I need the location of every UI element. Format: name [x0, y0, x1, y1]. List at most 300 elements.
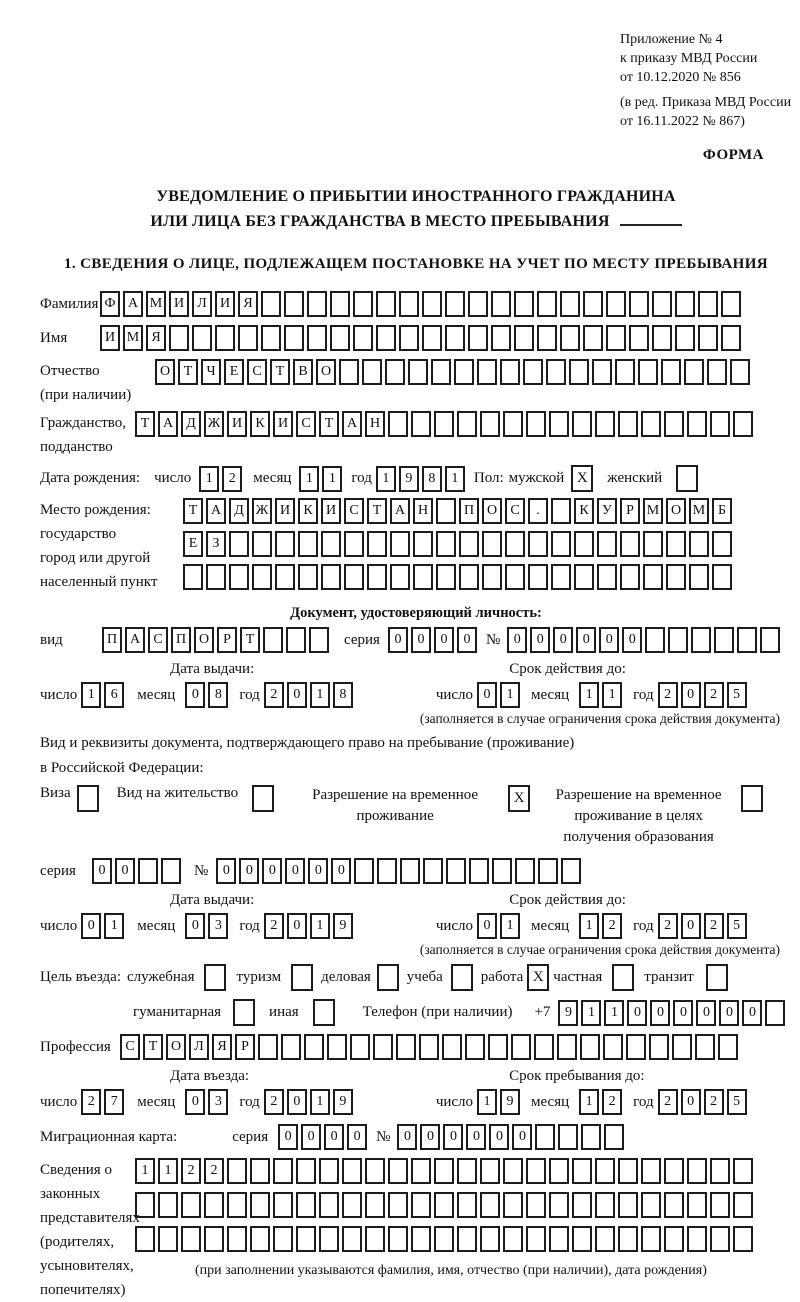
- form-cell: 0: [301, 1124, 321, 1150]
- form-cell: Н: [365, 411, 385, 437]
- form-cell: М: [689, 498, 709, 524]
- profession-label: Профессия: [40, 1038, 111, 1055]
- form-cell: 2: [704, 913, 724, 939]
- form-cell: [641, 1158, 661, 1184]
- form-cell: [664, 411, 684, 437]
- form-cell: [215, 325, 235, 351]
- form-cell: [459, 531, 479, 557]
- form-cell: [399, 325, 419, 351]
- form-cell: [712, 564, 732, 590]
- form-cell: [436, 531, 456, 557]
- form-cell: 1: [158, 1158, 178, 1184]
- form-cell: А: [158, 411, 178, 437]
- form-cell: А: [206, 498, 226, 524]
- residence-permit-checkbox: [252, 785, 274, 812]
- residence-series-label: серия: [40, 862, 76, 879]
- form-cell: [321, 531, 341, 557]
- form-cell: [298, 564, 318, 590]
- residence-doc-date-headings: [40, 892, 792, 909]
- form-cell: [183, 564, 203, 590]
- form-cell: 0: [185, 1089, 205, 1115]
- form-cell: [350, 1034, 370, 1060]
- form-cell: С: [120, 1034, 140, 1060]
- form-cell: [597, 531, 617, 557]
- form-cell: [620, 531, 640, 557]
- temp-residence-edu-line1: Разрешение на временное: [555, 787, 722, 803]
- form-cell: 8: [333, 682, 353, 708]
- purpose-other-checkbox: [313, 999, 335, 1026]
- residence-doc-dates-row: [40, 913, 792, 939]
- form-cell: 0: [185, 682, 205, 708]
- identity-issue-year-label: год: [239, 686, 260, 703]
- temp-residence-label-line2: проживание: [356, 808, 434, 824]
- visa-label: Виза: [40, 785, 71, 801]
- form-cell: 0: [92, 858, 112, 884]
- birth-year-label: год: [351, 470, 372, 486]
- purpose-label: Цель въезда:: [40, 969, 121, 985]
- birth-day-label: число: [154, 470, 192, 486]
- form-cell: 0: [576, 627, 596, 653]
- representatives-cells-row2: [135, 1192, 756, 1218]
- form-cell: 0: [324, 1124, 344, 1150]
- birth-year-cells: [376, 466, 468, 492]
- form-cell: [400, 858, 420, 884]
- form-cell: [505, 564, 525, 590]
- form-cell: [422, 325, 442, 351]
- form-cell: [480, 1226, 500, 1252]
- form-cell: 2: [222, 466, 242, 492]
- temp-residence-checkbox: X: [508, 785, 530, 812]
- identity-doc-series-cells: [388, 627, 480, 653]
- form-cell: 1: [104, 913, 124, 939]
- form-cell: [664, 1226, 684, 1252]
- form-cell: [365, 1226, 385, 1252]
- form-cell: [365, 1192, 385, 1218]
- form-cell: [396, 1034, 416, 1060]
- form-cell: 2: [704, 1089, 724, 1115]
- form-cell: [503, 1192, 523, 1218]
- form-cell: [595, 1158, 615, 1184]
- form-cell: [158, 1192, 178, 1218]
- purpose-official-label: служебная: [126, 969, 195, 985]
- form-cell: [342, 1192, 362, 1218]
- identity-issue-day-label: число: [40, 686, 78, 703]
- form-cell: [546, 359, 566, 385]
- form-cell: Т: [178, 359, 198, 385]
- representatives-label-line5: усыновителях,: [40, 1258, 134, 1274]
- residence-expiry-note: (заполняется в случае ограничения срока действия документа): [419, 942, 780, 957]
- travel-dates-row: [40, 1089, 792, 1115]
- form-cell: 0: [420, 1124, 440, 1150]
- citizenship-label: Гражданство,: [40, 415, 127, 431]
- entry-year-label: год: [239, 1093, 260, 1110]
- form-cell: 0: [696, 1000, 716, 1026]
- form-cell: 0: [287, 913, 307, 939]
- form-cell: П: [171, 627, 191, 653]
- form-cell: [652, 325, 672, 351]
- purpose-study-checkbox: [451, 964, 473, 991]
- form-cell: Д: [229, 498, 249, 524]
- form-cell: [505, 531, 525, 557]
- form-cell: [689, 531, 709, 557]
- form-cell: [353, 291, 373, 317]
- form-cell: И: [215, 291, 235, 317]
- form-cell: [572, 1158, 592, 1184]
- form-cell: [431, 359, 451, 385]
- form-cell: .: [528, 498, 548, 524]
- residence-expiry-year-cells: [658, 913, 750, 939]
- patronymic-cells: [155, 359, 753, 385]
- form-cell: [592, 359, 612, 385]
- form-cell: [330, 291, 350, 317]
- form-cell: 2: [181, 1158, 201, 1184]
- form-cell: И: [321, 498, 341, 524]
- form-cell: [286, 627, 306, 653]
- form-cell: [135, 1226, 155, 1252]
- purpose-work-label: работа: [480, 969, 524, 985]
- form-cell: [561, 858, 581, 884]
- form-cell: [376, 325, 396, 351]
- purpose-work-checkbox: X: [527, 964, 549, 991]
- residence-issue-month-label: месяц: [137, 917, 176, 934]
- form-cell: [687, 411, 707, 437]
- form-cell: [503, 1226, 523, 1252]
- edition-line: (в ред. Приказа МВД России: [620, 95, 792, 110]
- surname-row: [40, 291, 792, 317]
- form-cell: А: [125, 627, 145, 653]
- citizenship-row: [40, 411, 792, 459]
- form-cell: [319, 1192, 339, 1218]
- form-cell: [712, 531, 732, 557]
- form-cell: [477, 359, 497, 385]
- form-cell: [515, 858, 535, 884]
- form-cell: 5: [727, 913, 747, 939]
- form-cell: [549, 1192, 569, 1218]
- representatives-note: (при заполнении указываются фамилия, имя, отчество (при наличии), дата рождения): [195, 1263, 707, 1278]
- form-cell: 2: [658, 1089, 678, 1115]
- form-cell: [408, 359, 428, 385]
- form-cell: [309, 627, 329, 653]
- form-cell: [422, 291, 442, 317]
- form-title: [40, 184, 792, 234]
- form-cell: [367, 531, 387, 557]
- identity-doc-number-label: №: [485, 631, 501, 648]
- temp-residence-edu-checkbox: [741, 785, 763, 812]
- patronymic-label: Отчество: [40, 363, 100, 379]
- entry-month-cells: [185, 1089, 231, 1115]
- form-cell: С: [296, 411, 316, 437]
- identity-issue-month-label: месяц: [137, 686, 176, 703]
- sex-female-label: женский: [607, 470, 663, 486]
- form-cell: О: [166, 1034, 186, 1060]
- form-cell: [250, 1226, 270, 1252]
- form-cell: [557, 1034, 577, 1060]
- form-cell: [263, 627, 283, 653]
- form-cell: [227, 1226, 247, 1252]
- form-cell: [603, 1034, 623, 1060]
- form-cell: [238, 325, 258, 351]
- form-cell: [469, 858, 489, 884]
- form-cell: [710, 1158, 730, 1184]
- form-cell: [377, 858, 397, 884]
- form-cell: [250, 1158, 270, 1184]
- birth-place-label: Место рождения:: [40, 502, 151, 518]
- birth-place-cells-row3: [183, 564, 735, 590]
- visa-checkbox: [77, 785, 99, 812]
- form-cell: 0: [507, 627, 527, 653]
- form-cell: [687, 1192, 707, 1218]
- form-cell: [710, 1192, 730, 1218]
- residence-series-cells: [92, 858, 184, 884]
- temp-residence-label-line1: Разрешение на временное: [312, 787, 479, 803]
- form-cell: [275, 564, 295, 590]
- form-cell: [442, 1034, 462, 1060]
- form-cell: С: [344, 498, 364, 524]
- form-cell: 0: [185, 913, 205, 939]
- identity-expiry-day-label: число: [435, 686, 474, 703]
- form-cell: [641, 1226, 661, 1252]
- form-cell: [638, 359, 658, 385]
- form-cell: 3: [208, 913, 228, 939]
- form-cell: [695, 1034, 715, 1060]
- form-cell: [718, 1034, 738, 1060]
- form-cell: [583, 325, 603, 351]
- patronymic-sublabel: (при наличии): [40, 387, 132, 403]
- form-cell: [181, 1192, 201, 1218]
- form-cell: 3: [208, 1089, 228, 1115]
- residence-permit-label: Вид на жительство: [116, 785, 239, 801]
- form-cell: [551, 498, 571, 524]
- form-cell: [445, 325, 465, 351]
- residence-issue-month-cells: [185, 913, 231, 939]
- form-cell: 2: [81, 1089, 101, 1115]
- form-cell: М: [146, 291, 166, 317]
- form-cell: [666, 564, 686, 590]
- form-cell: 0: [719, 1000, 739, 1026]
- form-cell: [330, 325, 350, 351]
- entry-day-label: число: [40, 1093, 78, 1110]
- residence-issue-year-cells: [264, 913, 356, 939]
- migration-card-row: [40, 1124, 792, 1150]
- temp-residence-edu-line2: проживание в целях: [574, 808, 703, 824]
- form-cell: [344, 531, 364, 557]
- form-cell: [652, 291, 672, 317]
- migration-card-label: Миграционная карта:: [40, 1128, 178, 1145]
- identity-doc-heading: Документ, удостоверяющий личность:: [290, 605, 542, 621]
- form-cell: П: [459, 498, 479, 524]
- form-cell: 0: [115, 858, 135, 884]
- form-cell: [664, 1158, 684, 1184]
- form-cell: О: [155, 359, 175, 385]
- form-cell: 0: [627, 1000, 647, 1026]
- purpose-humanitarian-checkbox: [233, 999, 255, 1026]
- form-cell: [399, 291, 419, 317]
- form-cell: [661, 359, 681, 385]
- form-cell: [362, 359, 382, 385]
- form-cell: [500, 359, 520, 385]
- form-cell: [446, 858, 466, 884]
- form-cell: 1: [376, 466, 396, 492]
- purpose-private-label: частная: [553, 969, 603, 985]
- form-cell: [549, 411, 569, 437]
- form-cell: [388, 1158, 408, 1184]
- form-cell: 9: [558, 1000, 578, 1026]
- form-cell: [158, 1226, 178, 1252]
- form-cell: Е: [224, 359, 244, 385]
- residence-doc-series-row: [40, 858, 792, 884]
- form-cell: [445, 291, 465, 317]
- residence-issue-year-label: год: [239, 917, 260, 934]
- form-cell: [319, 1226, 339, 1252]
- purpose-business-checkbox: [377, 964, 399, 991]
- form-cell: Р: [217, 627, 237, 653]
- form-cell: [192, 325, 212, 351]
- form-cell: 1: [604, 1000, 624, 1026]
- form-cell: 0: [599, 627, 619, 653]
- form-cell: [229, 531, 249, 557]
- form-cell: 0: [287, 1089, 307, 1115]
- form-cell: [714, 627, 734, 653]
- form-cell: [273, 1192, 293, 1218]
- form-cell: 2: [264, 913, 284, 939]
- form-cell: 5: [727, 1089, 747, 1115]
- form-cell: [169, 325, 189, 351]
- form-cell: 0: [262, 858, 282, 884]
- title-blank-line: [620, 223, 682, 226]
- purpose-other-label: иная: [269, 1004, 299, 1020]
- form-cell: [488, 1034, 508, 1060]
- form-cell: Д: [181, 411, 201, 437]
- purpose-business-label: деловая: [321, 969, 371, 985]
- form-cell: [327, 1034, 347, 1060]
- form-cell: [296, 1158, 316, 1184]
- identity-doc-series-label: серия: [344, 631, 380, 648]
- identity-doc-kind-label: вид: [40, 631, 63, 648]
- form-cell: 1: [199, 466, 219, 492]
- form-cell: 1: [299, 466, 319, 492]
- form-cell: 1: [500, 913, 520, 939]
- surname-cells: [100, 291, 744, 317]
- form-cell: [161, 858, 181, 884]
- birth-month-label: месяц: [253, 470, 292, 486]
- form-cell: 0: [434, 627, 454, 653]
- entry-date-heading: Дата въезда:: [170, 1068, 250, 1084]
- form-cell: [434, 411, 454, 437]
- form-cell: [760, 627, 780, 653]
- purpose-transit-label: транзит: [644, 969, 694, 985]
- form-cell: [618, 1158, 638, 1184]
- form-cell: [583, 291, 603, 317]
- form-cell: [296, 1226, 316, 1252]
- residence-number-label: №: [194, 862, 209, 879]
- form-cell: 0: [553, 627, 573, 653]
- form-cell: 0: [347, 1124, 367, 1150]
- section1-heading: 1. СВЕДЕНИЯ О ЛИЦЕ, ПОДЛЕЖАЩЕМ ПОСТАНОВКЕ НА УЧЕТ ПО МЕСТУ ПРЕБЫВАНИЯ: [63, 256, 769, 272]
- entry-day-cells: [81, 1089, 127, 1115]
- residence-issue-heading: Дата выдачи:: [170, 892, 255, 908]
- form-cell: [645, 627, 665, 653]
- form-cell: 1: [500, 682, 520, 708]
- identity-expiry-month-label: месяц: [531, 686, 570, 703]
- purpose-study-label: учеба: [406, 969, 443, 985]
- form-cell: [643, 564, 663, 590]
- form-cell: Р: [620, 498, 640, 524]
- form-cell: [204, 1226, 224, 1252]
- form-cell: [411, 1226, 431, 1252]
- form-cell: 0: [397, 1124, 417, 1150]
- form-cell: 8: [208, 682, 228, 708]
- form-cell: 0: [466, 1124, 486, 1150]
- form-cell: [606, 291, 626, 317]
- form-cell: 5: [727, 682, 747, 708]
- residence-doc-intro1: Вид и реквизиты документа, подтверждающего право на пребывание (проживание): [40, 735, 575, 751]
- stay-year-label: год: [633, 1093, 654, 1110]
- form-cell: [629, 291, 649, 317]
- form-cell: С: [505, 498, 525, 524]
- form-cell: [687, 1226, 707, 1252]
- form-cell: [691, 627, 711, 653]
- forma-label: ФОРМА: [702, 147, 764, 163]
- form-cell: [252, 531, 272, 557]
- form-cell: [413, 564, 433, 590]
- form-cell: Н: [413, 498, 433, 524]
- form-cell: [687, 1158, 707, 1184]
- migration-number-cells: [397, 1124, 627, 1150]
- form-cell: [606, 325, 626, 351]
- form-cell: И: [275, 498, 295, 524]
- form-cell: И: [227, 411, 247, 437]
- migration-series-label: серия: [232, 1128, 269, 1145]
- form-cell: [549, 1158, 569, 1184]
- form-cell: 0: [477, 682, 497, 708]
- form-cell: [388, 1192, 408, 1218]
- citizenship-sublabel: подданство: [40, 439, 113, 455]
- form-cell: [595, 1192, 615, 1218]
- birth-place-row: [40, 498, 792, 595]
- form-cell: Т: [319, 411, 339, 437]
- form-cell: З: [206, 531, 226, 557]
- form-cell: 0: [489, 1124, 509, 1150]
- form-cell: [390, 564, 410, 590]
- given-name-cells: [100, 325, 744, 351]
- form-cell: [672, 1034, 692, 1060]
- form-cell: [261, 325, 281, 351]
- sex-female-checkbox: [676, 465, 698, 492]
- form-cell: 1: [579, 913, 599, 939]
- form-cell: К: [250, 411, 270, 437]
- form-cell: [618, 411, 638, 437]
- form-cell: 1: [445, 466, 465, 492]
- identity-expiry-year-label: год: [633, 686, 654, 703]
- form-cell: [675, 325, 695, 351]
- form-cell: 0: [650, 1000, 670, 1026]
- form-cell: 1: [310, 1089, 330, 1115]
- form-cell: [737, 627, 757, 653]
- form-cell: 0: [457, 627, 477, 653]
- form-cell: [423, 858, 443, 884]
- form-cell: Я: [212, 1034, 232, 1060]
- form-cell: [319, 1158, 339, 1184]
- form-cell: [307, 325, 327, 351]
- birth-place-sublabel-state: государство: [40, 526, 117, 542]
- birth-date-row: [40, 465, 792, 492]
- form-cell: [534, 1034, 554, 1060]
- migration-number-label: №: [376, 1128, 391, 1145]
- form-cell: 0: [512, 1124, 532, 1150]
- form-cell: 9: [399, 466, 419, 492]
- form-cell: [528, 564, 548, 590]
- birth-place-sublabel-city2: населенный пункт: [40, 574, 158, 590]
